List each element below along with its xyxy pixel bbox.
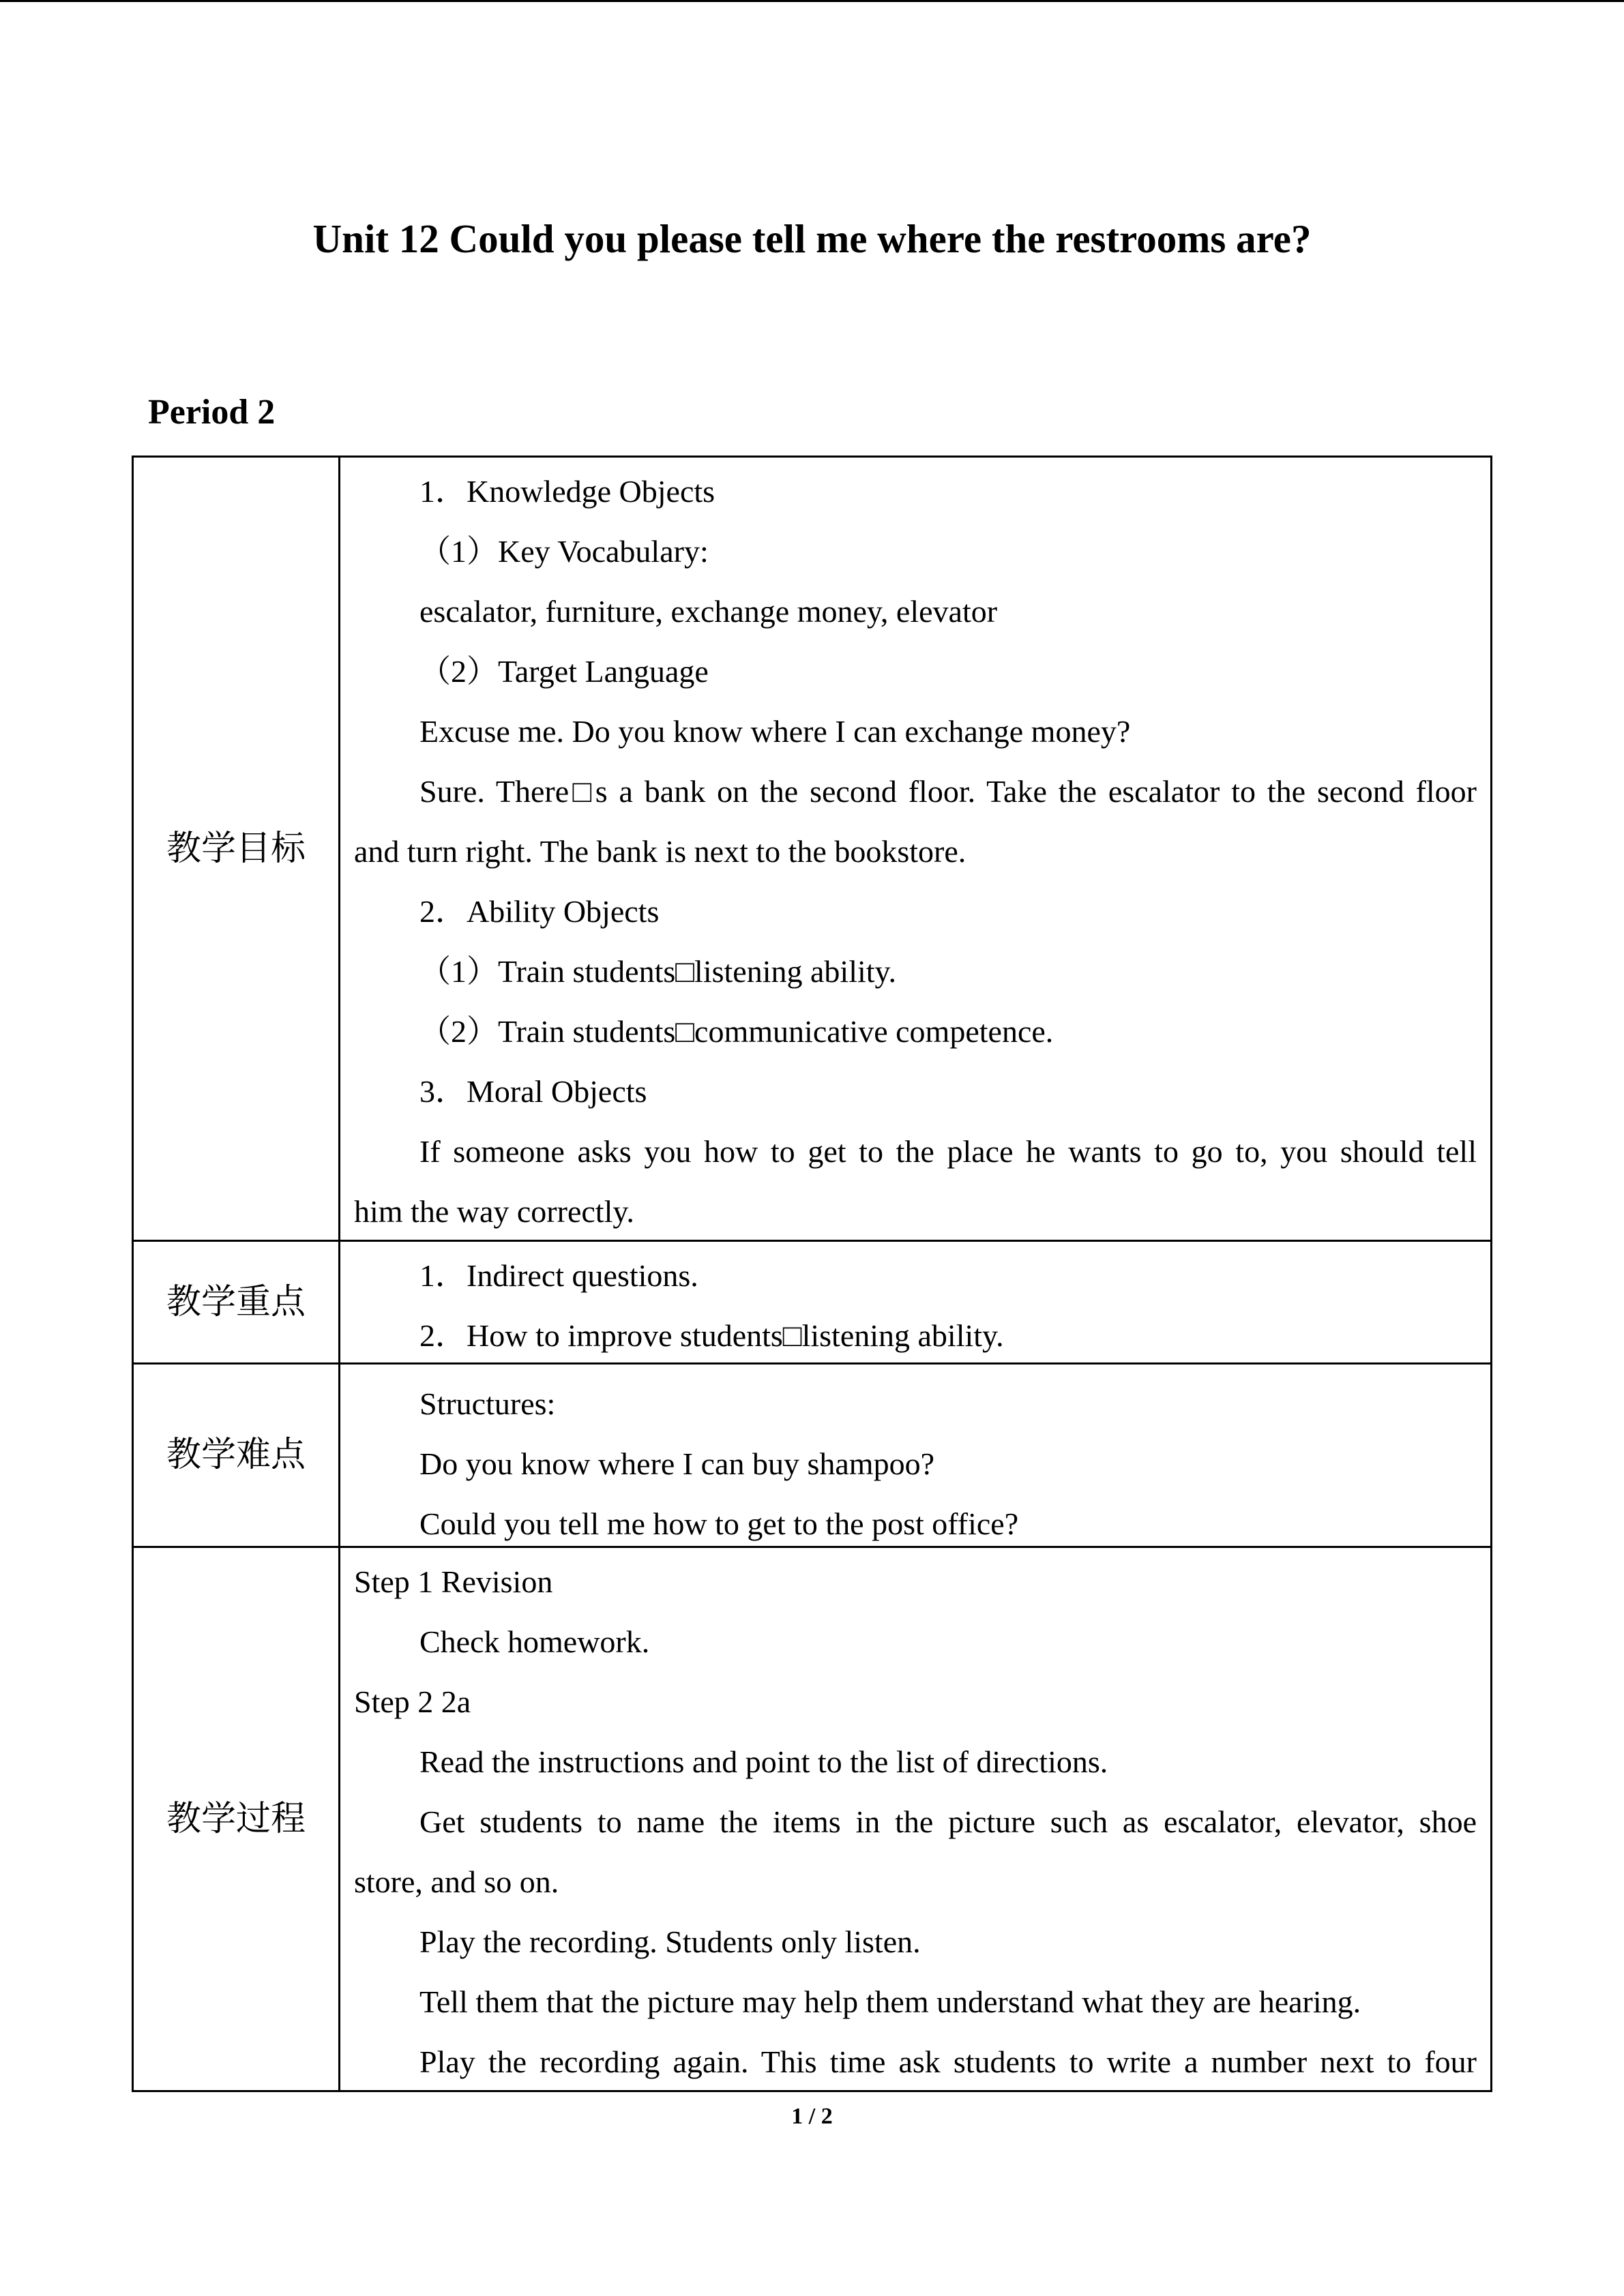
objectives-line: Sure. There□s a bank on the second floor. Take the escalator to the second floor: [419, 774, 1477, 809]
procedure-row: [133, 1547, 1492, 2091]
objectives-line: （2）Target Language: [419, 654, 709, 689]
objectives-line: （1）Key Vocabulary:: [419, 534, 709, 569]
objectives-content: [340, 457, 1492, 1241]
period-heading: Period 2: [148, 393, 276, 432]
lesson-plan-table: [132, 456, 1492, 2092]
difficulties-line: Structures:: [419, 1386, 556, 1421]
objectives-line: 1．Knowledge Objects: [419, 474, 715, 509]
key-points-line: 2．How to improve students□listening ability.: [419, 1318, 1004, 1353]
objectives-line: （2）Train students□communicative competence.: [419, 1014, 1054, 1049]
procedure-label: 教学过程: [133, 1547, 340, 2091]
objectives-label: 教学目标: [133, 457, 340, 1241]
top-border-line: [0, 0, 1624, 2]
procedure-line: Tell them that the picture may help them understand what they are hearing.: [419, 1984, 1361, 2019]
objectives-line: Excuse me. Do you know where I can exchange money?: [419, 714, 1131, 749]
objectives-line: 2．Ability Objects: [419, 894, 660, 929]
procedure-line: Check homework.: [419, 1624, 650, 1659]
procedure-line: store, and so on.: [354, 1864, 559, 1899]
objectives-line: 3．Moral Objects: [419, 1074, 647, 1109]
document-title: Unit 12 Could you please tell me where the restrooms are?: [312, 216, 1312, 261]
difficulties-label: 教学难点: [133, 1364, 340, 1547]
procedure-line: Play the recording. Students only listen.: [419, 1924, 921, 1959]
objectives-line: If someone asks you how to get to the place he wants to go to, you should tell: [419, 1134, 1477, 1169]
difficulties-line: Could you tell me how to get to the post office?: [419, 1506, 1019, 1541]
difficulties-line: Do you know where I can buy shampoo?: [419, 1446, 934, 1481]
objectives-line: escalator, furniture, exchange money, elevator: [419, 594, 998, 629]
key-points-label: 教学重点: [133, 1241, 340, 1364]
difficulties-content: [340, 1364, 1492, 1547]
objectives-row: [133, 457, 1492, 1241]
procedure-line: Read the instructions and point to the list of directions.: [419, 1744, 1108, 1779]
procedure-line: Step 1 Revision: [354, 1564, 553, 1599]
procedure-line: Play the recording again. This time ask students to write a number next to four: [419, 2044, 1477, 2079]
procedure-line: Get students to name the items in the picture such as escalator, elevator, shoe: [419, 1804, 1477, 1839]
difficulties-row: [133, 1364, 1492, 1547]
procedure-content: [340, 1547, 1492, 2091]
key-points-row: [133, 1241, 1492, 1364]
key-points-line: 1．Indirect questions.: [419, 1258, 698, 1293]
key-points-content: [340, 1241, 1492, 1364]
objectives-line: （1）Train students□listening ability.: [419, 954, 897, 989]
page-number: 1 / 2: [791, 2104, 833, 2129]
objectives-line: and turn right. The bank is next to the bookstore.: [354, 834, 966, 869]
objectives-line: him the way correctly.: [354, 1194, 634, 1229]
procedure-line: Step 2 2a: [354, 1684, 471, 1719]
